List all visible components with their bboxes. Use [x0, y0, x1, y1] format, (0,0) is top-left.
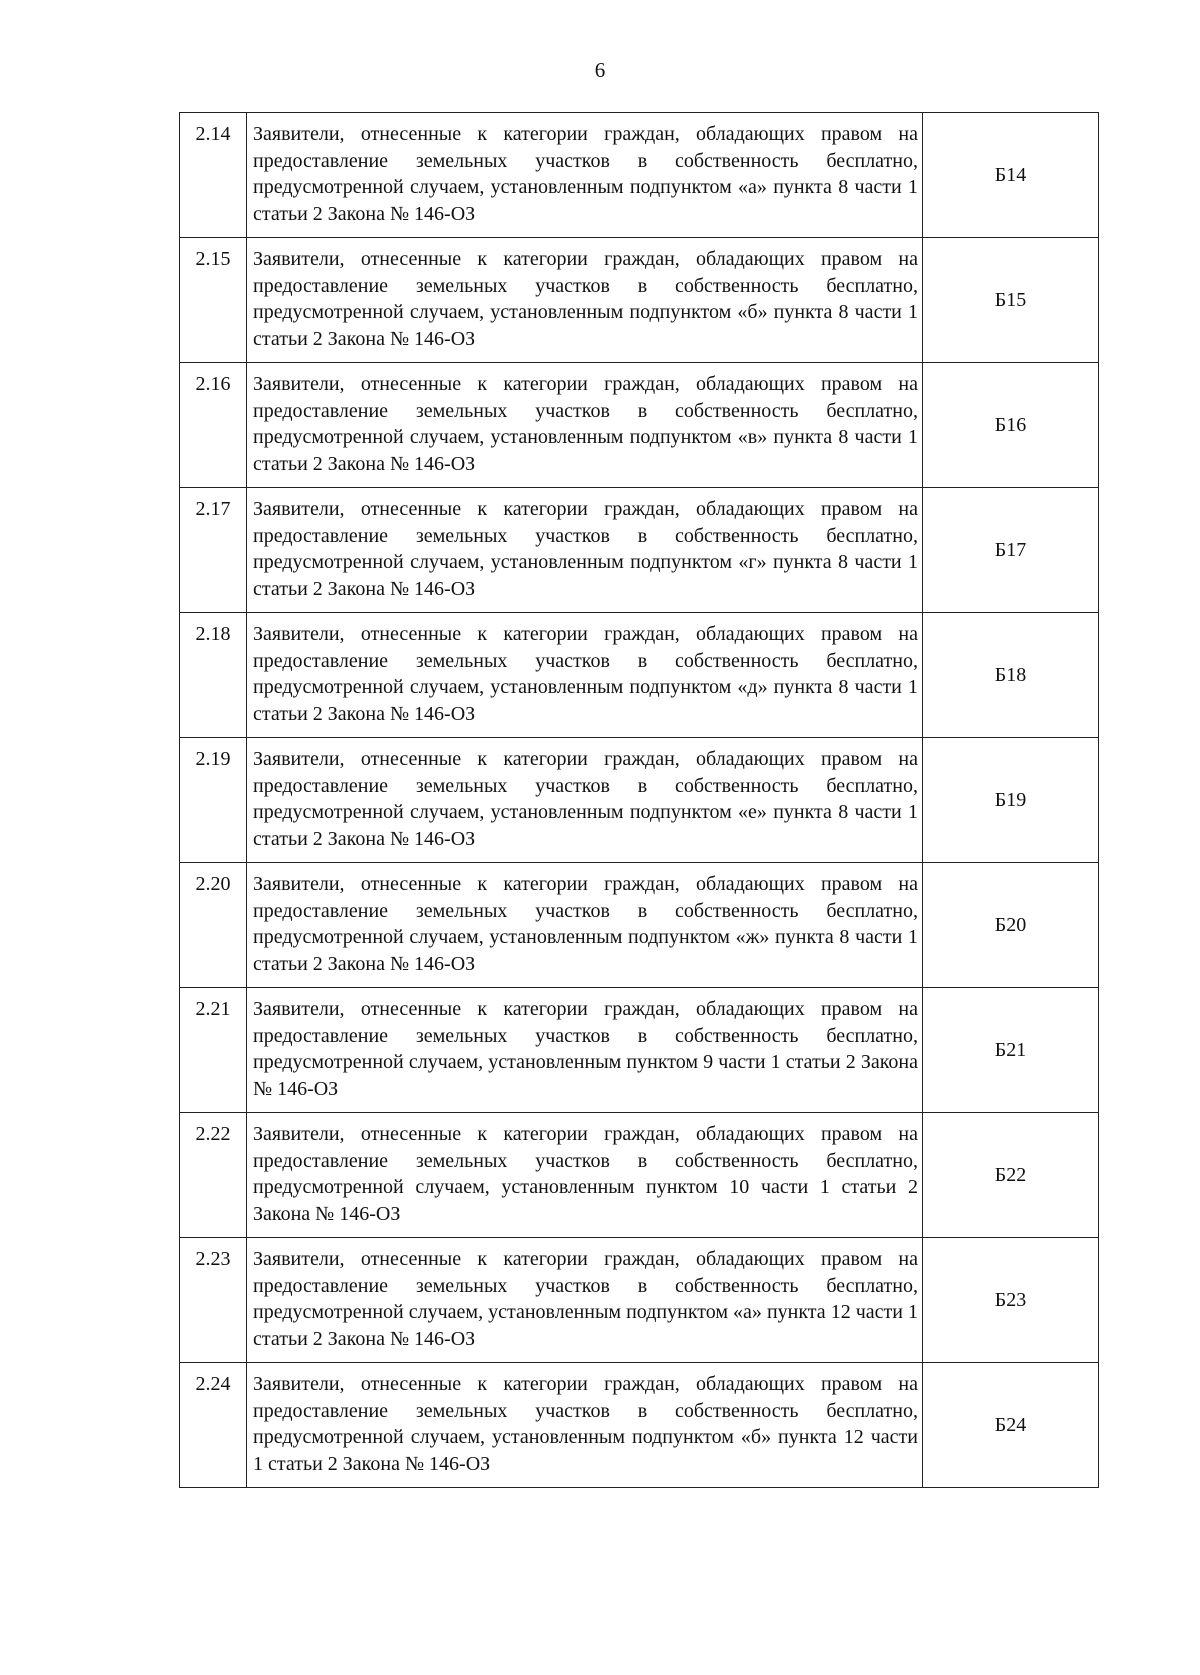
row-number: 2.22	[180, 1113, 247, 1238]
row-description: Заявители, отнесенные к категории граждан, обладающих правом на предоставление земельных участков в собственность бесплатно, предусмотренной случаем, установленным подпунктом «б» пункта 8 части 1 статьи 2 Закона № 146-ОЗ	[247, 238, 923, 363]
page-number: 6	[594, 58, 606, 82]
row-code: Б22	[923, 1113, 1099, 1238]
row-description: Заявители, отнесенные к категории граждан, обладающих правом на предоставление земельных участков в собственность бесплатно, предусмотренной случаем, установленным подпунктом «ж» пункта 8 части 1 статьи 2 Закона № 146-ОЗ	[247, 863, 923, 988]
row-description: Заявители, отнесенные к категории граждан, обладающих правом на предоставление земельных участков в собственность бесплатно, предусмотренной случаем, установленным пунктом 10 части 1 статьи 2 Закона № 146-ОЗ	[247, 1113, 923, 1238]
row-code: Б15	[923, 238, 1099, 363]
applicant-category-table	[179, 112, 1099, 1488]
row-number: 2.19	[180, 738, 247, 863]
row-description: Заявители, отнесенные к категории граждан, обладающих правом на предоставление земельных участков в собственность бесплатно, предусмотренной случаем, установленным подпунктом «д» пункта 8 части 1 статьи 2 Закона № 146-ОЗ	[247, 613, 923, 738]
row-code: Б21	[923, 988, 1099, 1113]
row-number: 2.17	[180, 488, 247, 613]
row-code: Б17	[923, 488, 1099, 613]
table-row	[180, 863, 1099, 988]
row-code: Б23	[923, 1238, 1099, 1363]
row-number: 2.16	[180, 363, 247, 488]
table-row	[180, 613, 1099, 738]
table-row	[180, 1363, 1099, 1488]
row-description: Заявители, отнесенные к категории граждан, обладающих правом на предоставление земельных участков в собственность бесплатно, предусмотренной случаем, установленным подпунктом «а» пункта 8 части 1 статьи 2 Закона № 146-ОЗ	[247, 113, 923, 238]
row-description: Заявители, отнесенные к категории граждан, обладающих правом на предоставление земельных участков в собственность бесплатно, предусмотренной случаем, установленным подпунктом «в» пункта 8 части 1 статьи 2 Закона № 146-ОЗ	[247, 363, 923, 488]
table-row	[180, 113, 1099, 238]
table-row	[180, 988, 1099, 1113]
row-code: Б24	[923, 1363, 1099, 1488]
row-number: 2.18	[180, 613, 247, 738]
row-code: Б14	[923, 113, 1099, 238]
table-body	[180, 113, 1099, 1488]
table-row	[180, 238, 1099, 363]
row-description: Заявители, отнесенные к категории граждан, обладающих правом на предоставление земельных участков в собственность бесплатно, предусмотренной случаем, установленным подпунктом «е» пункта 8 части 1 статьи 2 Закона № 146-ОЗ	[247, 738, 923, 863]
row-code: Б20	[923, 863, 1099, 988]
table-row	[180, 488, 1099, 613]
row-number: 2.24	[180, 1363, 247, 1488]
row-code: Б19	[923, 738, 1099, 863]
row-number: 2.14	[180, 113, 247, 238]
row-description: Заявители, отнесенные к категории граждан, обладающих правом на предоставление земельных участков в собственность бесплатно, предусмотренной случаем, установленным подпунктом «б» пункта 12 части 1 статьи 2 Закона № 146-ОЗ	[247, 1363, 923, 1488]
table-row	[180, 1113, 1099, 1238]
row-description: Заявители, отнесенные к категории граждан, обладающих правом на предоставление земельных участков в собственность бесплатно, предусмотренной случаем, установленным пунктом 9 части 1 статьи 2 Закона № 146-ОЗ	[247, 988, 923, 1113]
row-number: 2.21	[180, 988, 247, 1113]
row-number: 2.20	[180, 863, 247, 988]
row-number: 2.15	[180, 238, 247, 363]
row-code: Б16	[923, 363, 1099, 488]
row-description: Заявители, отнесенные к категории граждан, обладающих правом на предоставление земельных участков в собственность бесплатно, предусмотренной случаем, установленным подпунктом «а» пункта 12 части 1 статьи 2 Закона № 146-ОЗ	[247, 1238, 923, 1363]
table-row	[180, 738, 1099, 863]
table-row	[180, 363, 1099, 488]
table-row	[180, 1238, 1099, 1363]
row-description: Заявители, отнесенные к категории граждан, обладающих правом на предоставление земельных участков в собственность бесплатно, предусмотренной случаем, установленным подпунктом «г» пункта 8 части 1 статьи 2 Закона № 146-ОЗ	[247, 488, 923, 613]
row-code: Б18	[923, 613, 1099, 738]
row-number: 2.23	[180, 1238, 247, 1363]
